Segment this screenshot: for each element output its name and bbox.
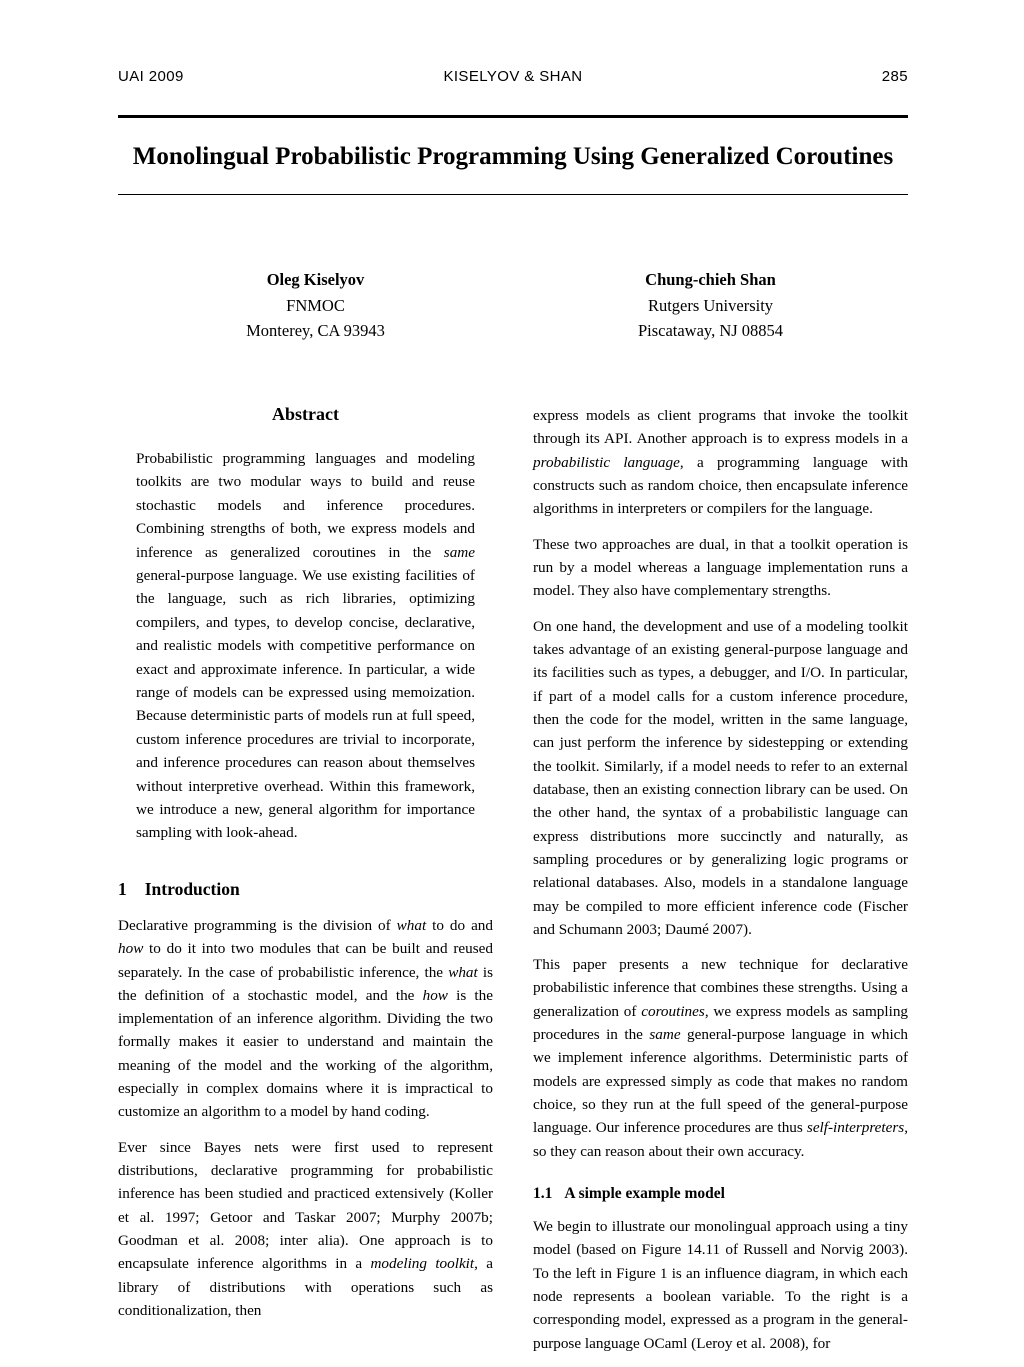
paragraph: On one hand, the development and use of a modeling toolkit takes advantage of an existing general-purpose language and its facilities such as types, a debugger, and I/O. In particular, if part of a model calls for a custom inference procedure, then the code for the model, written in the same language, can just perform the inference by sidestepping or extending the toolkit. Similarly, if a model needs to refer to an external database, then an existing connection library can be used. On the other hand, the syntax of a probabilistic language can express distributions more succinctly and naturally, as sampling procedures or by generalizing logic programs or relational databases. Also, models in a standalone language may be compiled to more efficient inference code (Fischer and Schumann 2003; Daumé 2007). [533, 617, 908, 938]
author-block-1 [118, 267, 513, 344]
page-title: Monolingual Probabilistic Programming Using Generalized Coroutines [132, 143, 894, 170]
author-address: Piscataway, NJ 08854 [637, 321, 784, 341]
paragraph: We begin to illustrate our monolingual approach using a tiny model (based on Figure 14.11 of Russell and Norvig 2003). To the left in Figure 1 is an influence diagram, in which each node represents a boolean variable. To the right is a corresponding model, expressed as a program in the general-purpose language OCaml (Leroy et al. 2008), for [533, 1218, 908, 1352]
section-heading-introduction [118, 879, 493, 900]
page-content [118, 68, 908, 1367]
right-column [533, 404, 908, 1367]
paragraph: express models as client programs that invoke the toolkit through its API. Another approach is to express models in a probabilistic language, a programming language with constructs such as random choice, then encapsulate inference algorithms in interpreters or compilers for the language. [533, 406, 909, 518]
two-column-body [118, 404, 908, 1367]
running-head [118, 68, 908, 85]
page-number: 285 [881, 68, 908, 85]
section-number: 1 [118, 878, 127, 899]
author-affiliation: FNMOC [286, 295, 345, 315]
subsection-heading-simple-example [533, 1185, 908, 1203]
title-rule-bottom [118, 194, 908, 195]
author-name: Oleg Kiselyov [266, 270, 365, 290]
left-column [118, 404, 493, 1367]
author-affiliation: Rutgers University [647, 295, 774, 315]
author-list [118, 267, 908, 344]
section-title: Introduction [144, 878, 240, 899]
author-block-2 [513, 267, 908, 344]
running-head-left: UAI 2009 [118, 68, 184, 85]
abstract-text: Probabilistic programming languages and modeling toolkits are two modular ways to build and reuse stochastic models and inference procedures. Combining strengths of both, we express models and inference as generalized coroutines in the same general-purpose language. We use existing facilities of the language, such as rich libraries, optimizing compilers, and types, to develop concise, declarative, and realistic models with competitive performance on exact and approximate inference. In particular, a wide range of models can be expressed using memoization. Because deterministic parts of models run at full speed, custom inference procedures are trivial to incorporate, and inference procedures can reason about themselves without interpretive overhead. Within this framework, we introduce a new, general algorithm for importance sampling with look-ahead. [136, 449, 475, 842]
author-name: Chung-chieh Shan [645, 270, 776, 290]
author-address: Monterey, CA 93943 [246, 321, 385, 341]
paragraph: This paper presents a new technique for declarative probabilistic inference that combines these strengths. Using a generalization of coroutines, we express models as sampling procedures in the same general-purpose language in which we implement inference algorithms. Deterministic parts of models are expressed simply as code that makes no random choice, so they run at the full speed of the general-purpose language. Our inference procedures are thus self-interpreters, so they can reason about their own accuracy. [533, 956, 909, 1160]
paragraph: Ever since Bayes nets were first used to represent distributions, declarative programming for probabilistic inference has been studied and practiced extensively (Koller et al. 1997; Getoor and Taskar 2007; Murphy 2007b; Goodman et al. 2008; inter alia). One approach is to encapsulate inference algorithms in a modeling toolkit, a library of distributions with operations such as conditionalization, then [118, 1138, 493, 1320]
abstract-heading: Abstract [272, 403, 339, 424]
paragraph: These two approaches are dual, in that a toolkit operation is run by a model whereas a language implementation runs a model. They also have complementary strengths. [533, 535, 908, 600]
running-head-center: KISELYOV & SHAN [443, 68, 583, 85]
subsection-number: 1.1 [533, 1185, 553, 1203]
subsection-title: A simple example model [564, 1185, 725, 1203]
paragraph: Declarative programming is the division of what to do and how to do it into two modules that can be built and reused separately. In the case of probabilistic inference, the what is the definition of a stochastic model, and the how is the implementation of an inference algorithm. Dividing the two formally makes it easier to understand and maintain the meaning of the model and the working of the algorithm, especially in complex domains where it is impractical to customize an algorithm to a model by hand coding. [118, 916, 493, 1121]
